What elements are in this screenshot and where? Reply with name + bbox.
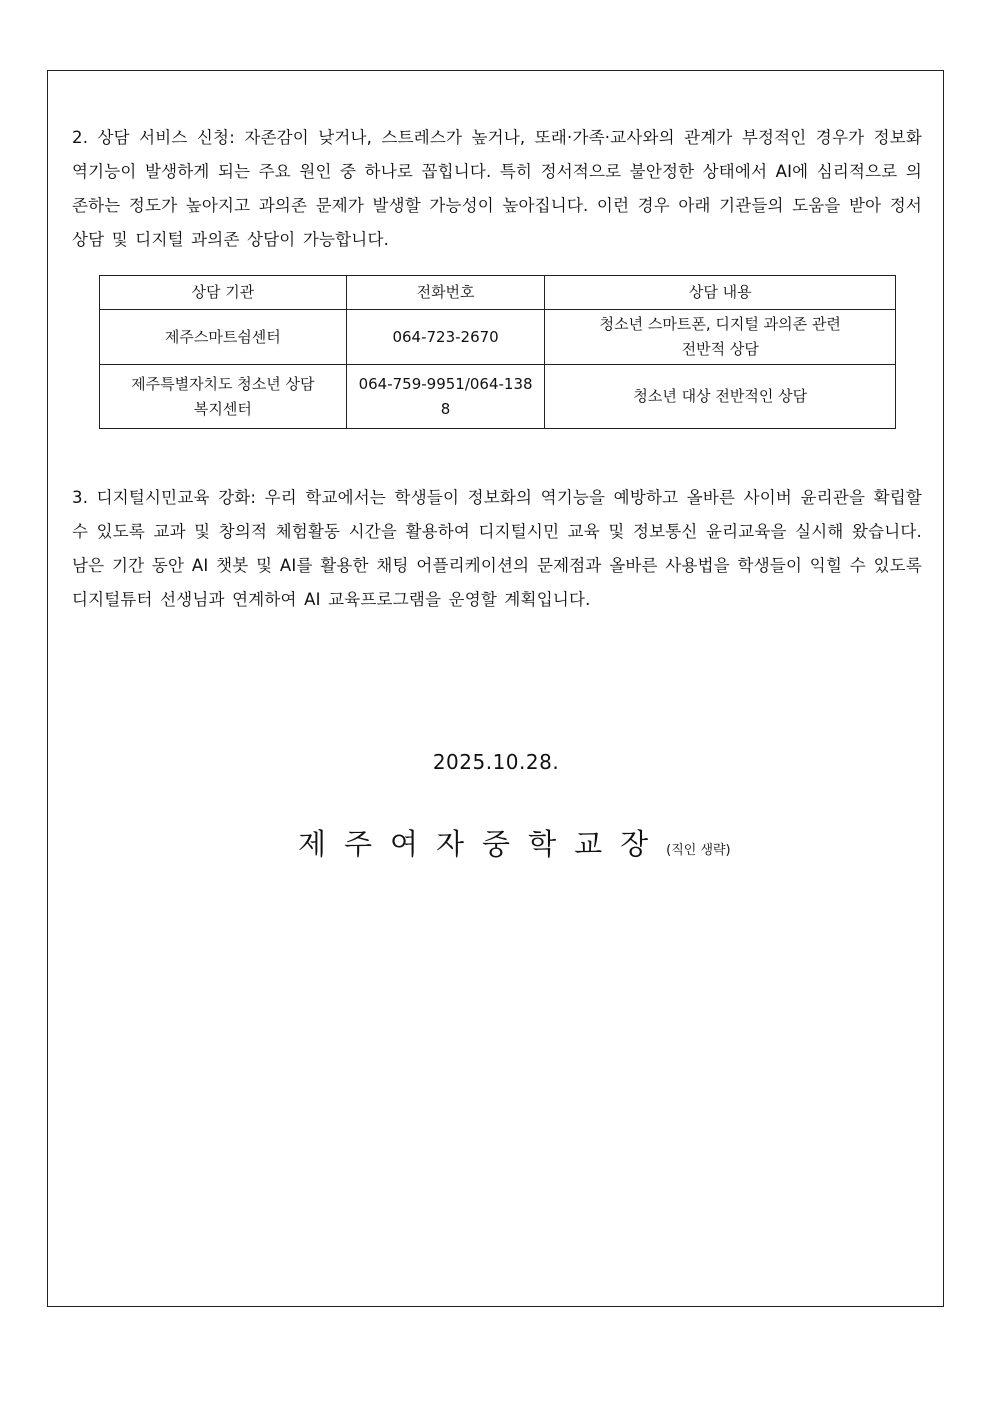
- table-row: [100, 310, 896, 365]
- content-line-2: 전반적 상담: [681, 340, 759, 358]
- section-2-counseling-paragraph: 2. 상담 서비스 신청: 자존감이 낮거나, 스트레스가 높거나, 또래·가족·교사와의 관계가 부정적인 경우가 정보화 역기능이 발생하게 되는 주요 원인 중 하나로 꼽힙니다. 특히 정서적으로 불안정한 상태에서 AI에 심리적으로 의존하는 정도가 높아지고 과의존 문제가 발생할 가능성이 높아집니다. 이런 경우 아래 기관들의 도움을 받아 정서 상담 및 디지털 과의존 상담이 가능합니다.: [72, 128, 922, 249]
- principal-title: 제주여자중학교장: [298, 827, 667, 861]
- seal-omitted-note: (직인 생략): [666, 843, 731, 858]
- agency-cell: 제주스마트쉼센터: [100, 310, 347, 365]
- content-line-1: 청소년 스마트폰, 디지털 과의존 관련: [599, 315, 841, 333]
- header-phone: 전화번호: [346, 276, 545, 310]
- document-date: 2025.10.28.: [432, 750, 560, 774]
- phone-cell: [346, 365, 545, 429]
- content-cell: 청소년 대상 전반적인 상담: [545, 365, 896, 429]
- counseling-agency-table: [99, 275, 896, 429]
- agency-line-2: 복지센터: [193, 399, 252, 418]
- content-cell: [545, 310, 896, 365]
- phone-line-1: 064-759-9951/064-138: [358, 374, 533, 393]
- agency-line-1: 제주특별자치도 청소년 상담: [131, 374, 315, 393]
- section-3-digital-citizenship-paragraph: 3. 디지털시민교육 강화: 우리 학교에서는 학생들이 정보화의 역기능을 예방하고 올바른 사이버 윤리관을 확립할 수 있도록 교과 및 창의적 체험활동 시간을 활용하여 디지털시민 교육 및 정보통신 윤리교육을 실시해 왔습니다. 남은 기간 동안 AI 챗봇 및 AI를 활용한 채팅 어플리케이션의 문제점과 올바른 사용법을 학생들이 익힐 수 있도록 디지털튜터 선생님과 연계하여 AI 교육프로그램을 운영할 계획입니다.: [72, 488, 922, 609]
- table-header-row: [100, 276, 896, 310]
- table-row: [100, 365, 896, 429]
- header-agency: 상담 기관: [100, 276, 347, 310]
- principal-signature: [298, 822, 731, 863]
- agency-cell: [100, 365, 347, 429]
- phone-cell: 064-723-2670: [346, 310, 545, 365]
- header-content: 상담 내용: [545, 276, 896, 310]
- phone-line-2: 8: [440, 399, 451, 418]
